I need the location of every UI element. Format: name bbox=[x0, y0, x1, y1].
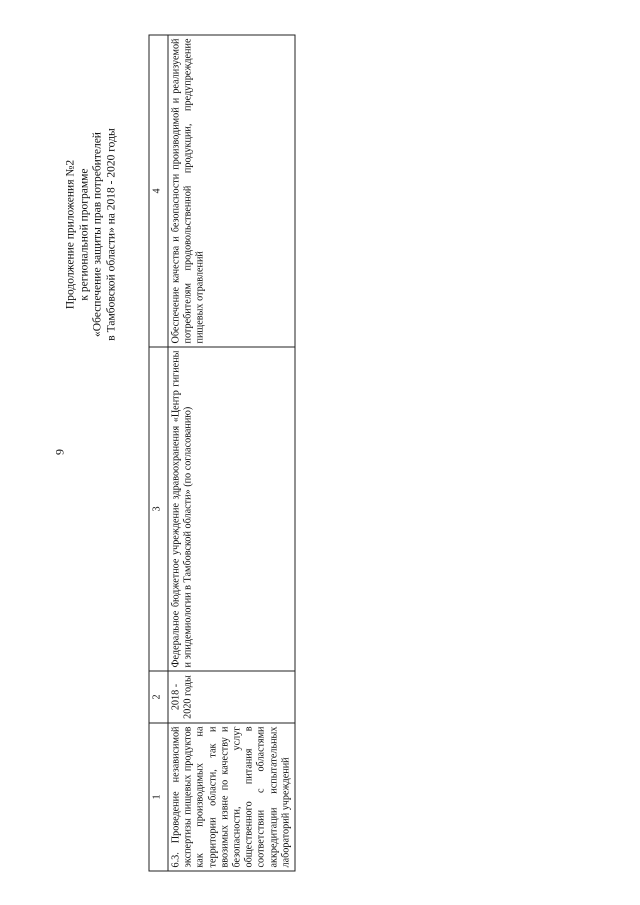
header-line: в Тамбовской области» на 2018 - 2020 годы bbox=[105, 128, 117, 341]
program-table bbox=[149, 35, 296, 872]
page-number: 9 bbox=[52, 449, 67, 455]
column-number-1: 1 bbox=[149, 723, 168, 871]
header-line: «Обеспечение защиты прав потребителей bbox=[91, 132, 104, 337]
header-line: Продолжение приложения №2 bbox=[64, 159, 77, 310]
rotated-page bbox=[1, 0, 640, 905]
header-line: к региональной программе bbox=[78, 168, 90, 301]
measure-cell: 6.3. Проведение независимой экспертизы пищевых продуктов как производимых на территории области, так и ввозимых извне по качеству и безопасности, услуг общественного питания в соответствии с областями аккредитации испытательных лабораторий учреждений bbox=[168, 723, 295, 871]
column-number-2: 2 bbox=[149, 671, 168, 723]
table-row bbox=[168, 35, 295, 871]
executor-cell: Федеральное бюджетное учреждение здравоохранения «Центр гигиены и эпидемиологии в Тамбовской области» (по согласованию) bbox=[168, 347, 295, 671]
column-number-3: 3 bbox=[149, 347, 168, 671]
period-cell: 2018 - 2020 годы bbox=[168, 671, 295, 723]
column-number-row bbox=[149, 35, 168, 871]
result-cell: Обеспечение качества и безопасности производимой и реализуемой потребителям продовольственной продукции, предупреждение пищевых отравлений bbox=[168, 35, 295, 347]
appendix-header bbox=[65, 0, 119, 470]
column-number-4: 4 bbox=[149, 35, 168, 347]
